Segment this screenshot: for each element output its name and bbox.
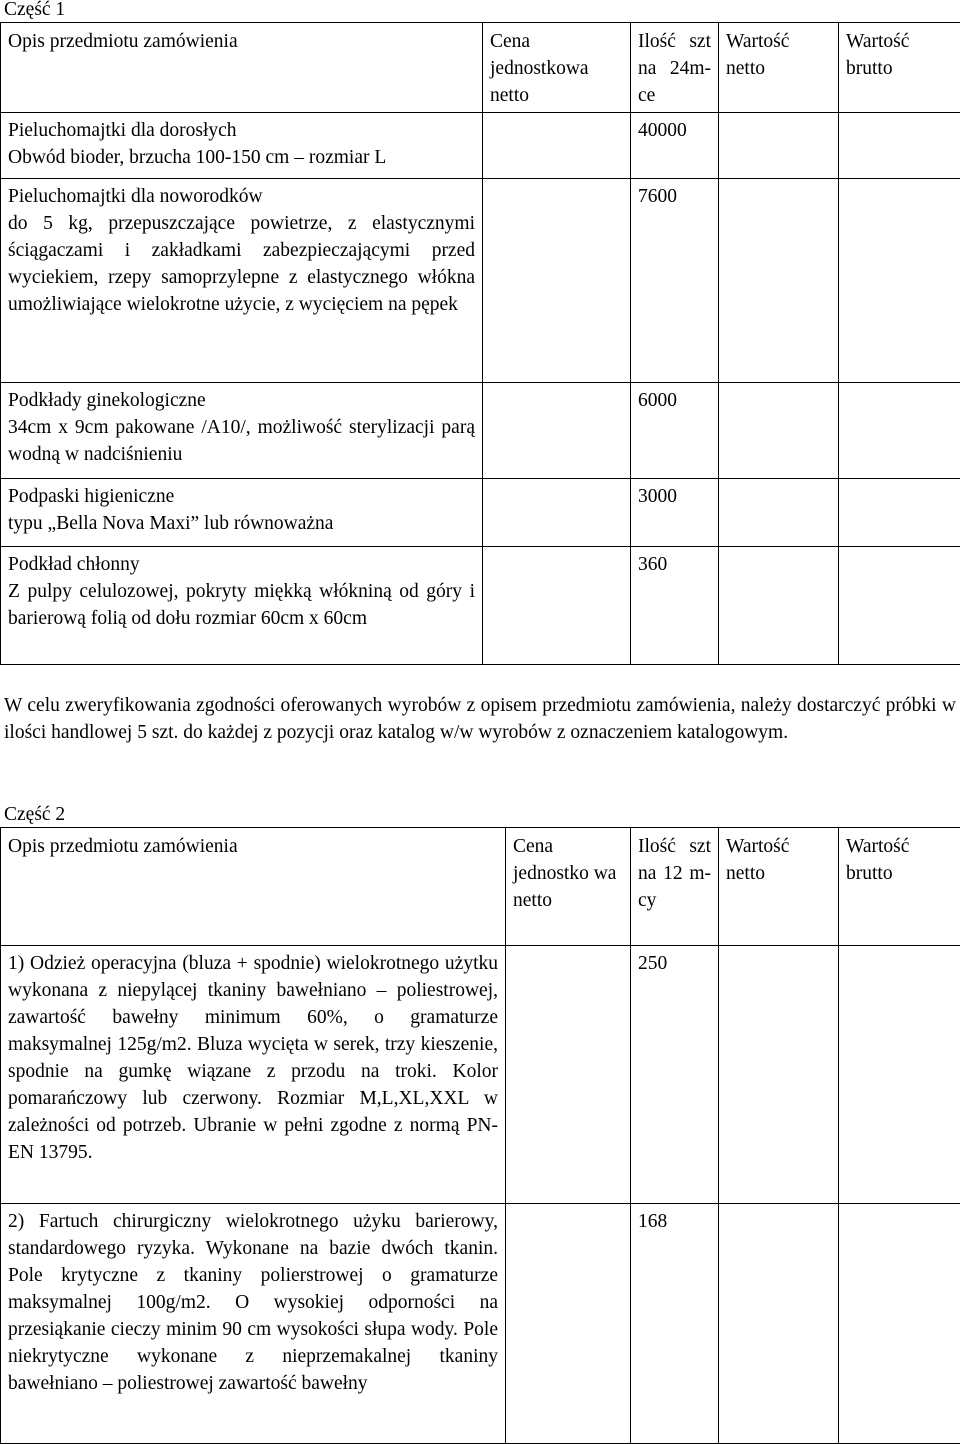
row-description: 1) Odzież operacyjna (bluza + spodnie) wielokrotnego użytku wykonana z niepylącej tkaniny bawełniano – poliestrowej, zawartość bawełny minimum 60%, o gramaturze maksymalnej 125g/m2. Bluza wycięta w serek, trzy kieszenie, spodnie na gumkę wiązane z przodu na troki. Kolor pomarańczowy lub czerwony. Rozmiar M,L,XL,XXL w zależności od potrzeb. Ubranie w pełni zgodne z normą PN-EN 13795.: [1, 946, 506, 1204]
row-net: [719, 547, 839, 665]
part2-header-row: [1, 828, 960, 946]
item-title: Pieluchomajtki dla noworodków: [8, 183, 475, 210]
row-description: [1, 179, 483, 383]
part1-header-qty: Ilość szt na 24m-ce: [631, 23, 719, 113]
row-price: [483, 179, 631, 383]
row-gross: [839, 383, 960, 479]
row-gross: [839, 1204, 960, 1444]
part1-header-price: Cena jednostkowa netto: [483, 23, 631, 113]
item-detail: do 5 kg, przepuszczające powietrze, z elastycznymi ściągaczami i zakładkami zabezpieczającymi przed wyciekiem, rzepy samoprzylepne z elastycznego włókna umożliwiające wielokrotne użycie, z wycięciem na pępek: [8, 210, 475, 318]
row-description: [1, 113, 483, 179]
samples-note: W celu zweryfikowania zgodności oferowanych wyrobów z opisem przedmiotu zamówienia, należy dostarczyć próbki w ilości handlowej 5 szt. do każdej z pozycji oraz katalog w/w wyrobów z oznaczeniem katalogowym.: [4, 692, 956, 746]
row-net: [719, 1204, 839, 1444]
row-gross: [839, 479, 960, 547]
row-qty: 360: [631, 547, 719, 665]
item-title: Podkłady ginekologiczne: [8, 387, 475, 414]
part2-table: [0, 827, 960, 1444]
part2-heading: Część 2: [4, 801, 65, 828]
row-gross: [839, 946, 960, 1204]
part2-header-net: Wartość netto: [719, 828, 839, 946]
row-net: [719, 179, 839, 383]
table-row: [1, 479, 960, 547]
item-detail: Z pulpy celulozowej, pokryty miękką włókniną od góry i barierową folią od dołu rozmiar 60cm x 60cm: [8, 578, 475, 632]
item-title: Podpaski higieniczne: [8, 483, 475, 510]
row-price: [483, 383, 631, 479]
table-row: [1, 946, 960, 1204]
part2-header-qty: Ilość szt na 12 m-cy: [631, 828, 719, 946]
table-row: [1, 1204, 960, 1444]
row-description: [1, 547, 483, 665]
row-net: [719, 479, 839, 547]
row-qty: 3000: [631, 479, 719, 547]
table-row: [1, 113, 960, 179]
part2-header-desc: Opis przedmiotu zamówienia: [1, 828, 506, 946]
table-row: [1, 383, 960, 479]
table-row: [1, 179, 960, 383]
item-detail: Obwód bioder, brzucha 100-150 cm – rozmiar L: [8, 144, 475, 171]
item-detail: 34cm x 9cm pakowane /A10/, możliwość sterylizacji parą wodną w nadciśnieniu: [8, 414, 475, 468]
part1-header-gross: Wartość brutto: [839, 23, 960, 113]
row-description: [1, 479, 483, 547]
row-price: [483, 113, 631, 179]
row-price: [506, 946, 631, 1204]
item-detail: typu „Bella Nova Maxi” lub równoważna: [8, 510, 475, 537]
row-gross: [839, 113, 960, 179]
part1-table: [0, 22, 960, 665]
item-title: Pieluchomajtki dla dorosłych: [8, 117, 475, 144]
row-qty: 250: [631, 946, 719, 1204]
row-net: [719, 113, 839, 179]
row-qty: 168: [631, 1204, 719, 1444]
part2-header-gross: Wartość brutto: [839, 828, 960, 946]
row-gross: [839, 547, 960, 665]
part1-heading: Część 1: [4, 0, 65, 23]
row-description: 2) Fartuch chirurgiczny wielokrotnego użyku barierowy, standardowego ryzyka. Wykonane na bazie dwóch tkanin. Pole krytyczne z tkaniny polierstrowej o gramaturze maksymalnej 100g/m2. O wysokiej odporności na przesiąkanie cieczy minim 90 cm wysokości słupa wody. Pole niekrytyczne wykonane z nieprzemakalnej tkaniny bawełniano – poliestrowej zawartość bawełny: [1, 1204, 506, 1444]
item-title: Podkład chłonny: [8, 551, 475, 578]
row-price: [483, 547, 631, 665]
part1-header-row: [1, 23, 960, 113]
row-net: [719, 946, 839, 1204]
row-qty: 6000: [631, 383, 719, 479]
row-price: [483, 479, 631, 547]
row-gross: [839, 179, 960, 383]
table-row: [1, 547, 960, 665]
row-price: [506, 1204, 631, 1444]
row-description: [1, 383, 483, 479]
part2-header-price: Cena jednostko wa netto: [506, 828, 631, 946]
row-net: [719, 383, 839, 479]
row-qty: 40000: [631, 113, 719, 179]
row-qty: 7600: [631, 179, 719, 383]
part1-header-net: Wartość netto: [719, 23, 839, 113]
part1-header-desc: Opis przedmiotu zamówienia: [1, 23, 483, 113]
